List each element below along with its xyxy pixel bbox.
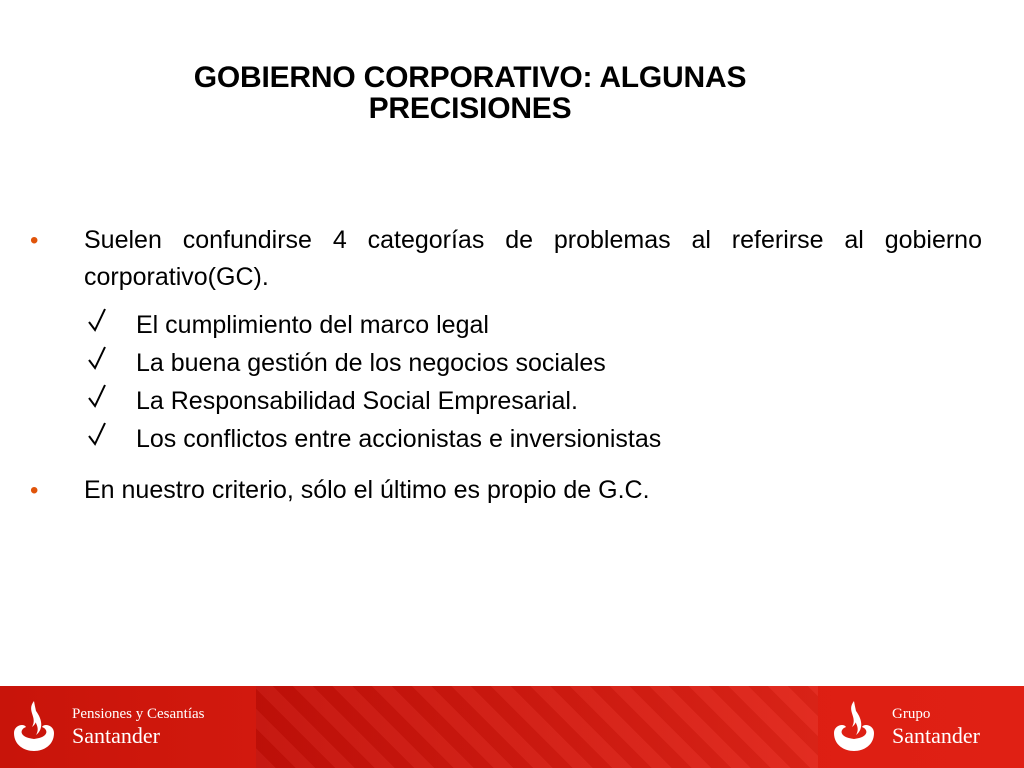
- slide-content: [28, 222, 982, 509]
- checkmark-icon: [88, 421, 106, 447]
- santander-flame-icon: [12, 699, 56, 755]
- checklist-item: [86, 382, 982, 420]
- checklist-item: [86, 344, 982, 382]
- checklist-item-text: El cumplimiento del marco legal: [136, 311, 489, 339]
- checkmark-icon: [88, 307, 106, 333]
- checklist-item-text: La buena gestión de los negocios sociales: [136, 349, 606, 377]
- logo-brand: Santander: [892, 723, 980, 748]
- checklist-item-text: Los conflictos entre accionistas e inversionistas: [136, 425, 662, 453]
- bullet-marker: •: [30, 477, 39, 504]
- bullet-text: En nuestro criterio, sólo el último es propio de G.C.: [84, 476, 650, 504]
- footer-banner: [0, 686, 1024, 768]
- checkmark-icon: [88, 383, 106, 409]
- bullet-item-2: [28, 472, 982, 509]
- slide-title: GOBIERNO CORPORATIVO: ALGUNAS PRECISIONES: [193, 61, 747, 125]
- grupo-santander-logo: [832, 686, 980, 768]
- bullet-marker: •: [30, 227, 39, 254]
- checklist-item: [86, 306, 982, 344]
- checkmark-icon: [88, 345, 106, 371]
- checklist-item-text: La Responsabilidad Social Empresarial.: [136, 387, 578, 415]
- pensiones-santander-logo: [12, 686, 205, 768]
- logo-brand: Santander: [72, 723, 160, 748]
- logo-subtitle: Grupo: [892, 706, 931, 722]
- checklist: [86, 306, 982, 458]
- footer-pattern: [256, 686, 818, 768]
- santander-flame-icon: [832, 699, 876, 755]
- logo-subtitle: Pensiones y Cesantías: [72, 706, 205, 722]
- bullet-item-1: [28, 222, 982, 296]
- bullet-text: Suelen confundirse 4 categorías de problemas al referirse al gobierno corporativo(GC).: [84, 226, 982, 291]
- checklist-item: [86, 420, 982, 458]
